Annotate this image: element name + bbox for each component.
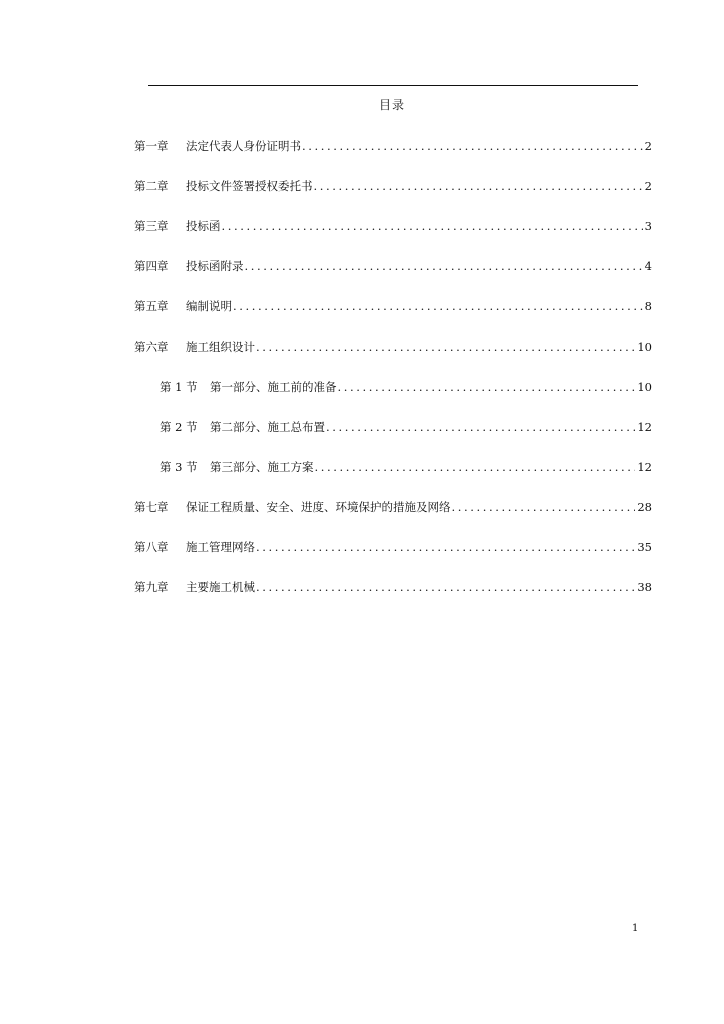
toc-entry-chapter-7[interactable] bbox=[134, 499, 652, 515]
toc-entry-label: 第六章 bbox=[134, 340, 169, 354]
toc-entry-text: 投标函 bbox=[186, 219, 221, 233]
page-number: 1 bbox=[632, 923, 639, 934]
toc-entry-chapter-2[interactable] bbox=[134, 178, 652, 194]
toc-entry-section-1[interactable] bbox=[160, 379, 652, 395]
toc-entry-chapter-9[interactable] bbox=[134, 579, 652, 595]
dot-leader bbox=[256, 579, 635, 595]
dot-leader bbox=[452, 499, 636, 515]
dot-leader bbox=[302, 138, 643, 154]
toc-entry-section-2[interactable] bbox=[160, 419, 652, 435]
toc-entry-page: 12 bbox=[637, 420, 652, 434]
dot-leader bbox=[245, 258, 643, 274]
toc-entry-text: 保证工程质量、安全、进度、环境保护的措施及网络 bbox=[186, 500, 451, 514]
toc-entry-page: 2 bbox=[644, 179, 652, 193]
toc-entry-text: 主要施工机械 bbox=[186, 580, 255, 594]
toc-entry-chapter-4[interactable] bbox=[134, 258, 652, 274]
dot-leader bbox=[256, 539, 635, 555]
dot-leader bbox=[256, 339, 635, 355]
toc-entry-chapter-3[interactable] bbox=[134, 218, 652, 234]
toc-entry-label: 第二章 bbox=[134, 179, 169, 193]
dot-leader bbox=[326, 419, 635, 435]
toc-entry-label: 第五章 bbox=[134, 299, 169, 313]
toc-entry-label: 第 1 节 bbox=[160, 380, 198, 394]
toc-entry-text: 第一部分、施工前的准备 bbox=[210, 380, 337, 394]
toc-entry-label: 第 2 节 bbox=[160, 420, 198, 434]
toc-entry-label: 第三章 bbox=[134, 219, 169, 233]
dot-leader bbox=[314, 178, 643, 194]
dot-leader bbox=[315, 459, 636, 475]
toc-entry-page: 35 bbox=[637, 540, 652, 554]
toc-entry-text: 第三部分、施工方案 bbox=[210, 460, 314, 474]
toc-entry-text: 投标函附录 bbox=[186, 259, 244, 273]
toc-entry-label: 第四章 bbox=[134, 259, 169, 273]
toc-entry-text: 第二部分、施工总布置 bbox=[210, 420, 325, 434]
toc-entry-text: 施工管理网络 bbox=[186, 540, 255, 554]
toc-entry-page: 3 bbox=[644, 219, 652, 233]
toc-entry-label: 第 3 节 bbox=[160, 460, 198, 474]
toc-entry-page: 10 bbox=[637, 340, 652, 354]
toc-entry-page: 28 bbox=[637, 500, 652, 514]
dot-leader bbox=[338, 379, 636, 395]
toc-entry-label: 第八章 bbox=[134, 540, 169, 554]
toc-entry-label: 第九章 bbox=[134, 580, 169, 594]
toc-title: 目录 bbox=[378, 98, 405, 112]
toc-entry-text: 投标文件签署授权委托书 bbox=[186, 179, 313, 193]
toc-entry-page: 38 bbox=[637, 580, 652, 594]
toc-entry-text: 编制说明 bbox=[186, 299, 232, 313]
toc-entry-label: 第一章 bbox=[134, 139, 169, 153]
toc-entry-label: 第七章 bbox=[134, 500, 169, 514]
toc-entry-chapter-5[interactable] bbox=[134, 298, 652, 314]
dot-leader bbox=[233, 298, 643, 314]
toc-entry-chapter-6[interactable] bbox=[134, 339, 652, 355]
toc-entry-text: 法定代表人身份证明书 bbox=[186, 139, 301, 153]
dot-leader bbox=[222, 218, 643, 234]
toc-entry-section-3[interactable] bbox=[160, 459, 652, 475]
toc-entry-chapter-8[interactable] bbox=[134, 539, 652, 555]
toc-entry-page: 8 bbox=[644, 299, 652, 313]
toc-entry-page: 2 bbox=[644, 139, 652, 153]
toc-entry-text: 施工组织设计 bbox=[186, 340, 255, 354]
toc-entry-page: 10 bbox=[637, 380, 652, 394]
toc-entry-page: 12 bbox=[637, 460, 652, 474]
toc-entry-chapter-1[interactable] bbox=[134, 138, 652, 154]
toc-entry-page: 4 bbox=[644, 259, 652, 273]
